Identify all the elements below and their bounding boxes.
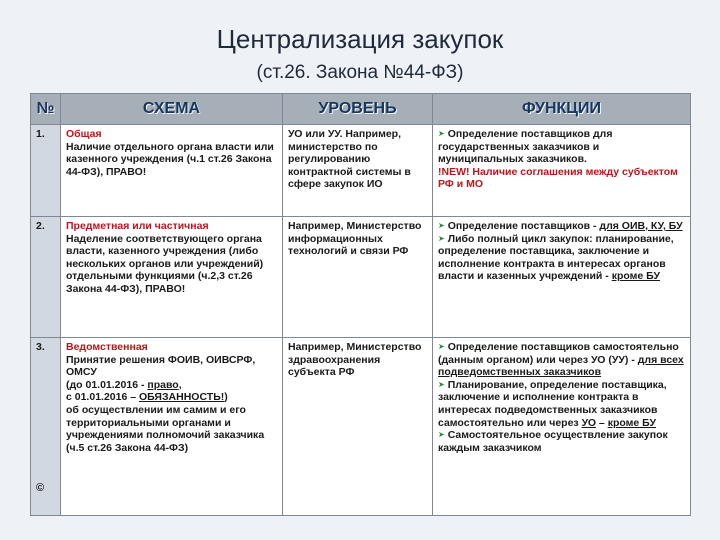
function-text: Либо полный цикл закупок: планирование, определение поставщика, заключение и исполнение контракта в интересах органов власти и казенных учреждений - <box>438 232 674 283</box>
arrow-bullet-icon: ➤ <box>438 233 445 243</box>
centralization-table <box>30 93 691 516</box>
level-cell: Например, Министерство здравоохранения субъекта РФ <box>283 338 433 516</box>
row-number: 3. <box>36 341 45 353</box>
functions-cell <box>433 217 691 338</box>
header-level: УРОВЕНЬ <box>283 94 433 125</box>
header-number: № <box>31 94 61 125</box>
scheme-text: Наличие отдельного органа власти или казенного учреждения (ч.1 ст.26 Закона 44-ФЗ), ПРАВО! <box>66 140 274 178</box>
page-subtitle: (ст.26. Закона №44-ФЗ) <box>256 62 464 83</box>
function-underlined: УО <box>581 416 596 429</box>
arrow-bullet-icon: ➤ <box>438 430 445 440</box>
function-underlined: кроме БУ <box>607 416 656 429</box>
scheme-underlined: ОБЯЗАННОСТЬ! <box>138 391 225 404</box>
copyright-mark: © <box>36 481 45 494</box>
table-row <box>31 338 691 516</box>
scheme-cell <box>61 125 283 217</box>
header-functions: ФУНКЦИИ <box>433 94 691 125</box>
function-text: Планирование, определение поставщика, заключение и исполнение контракта в интересах подведомственных заказчиков самостоятельно или через <box>438 378 667 429</box>
table-header-row <box>31 94 691 125</box>
table-row <box>31 125 691 217</box>
scheme-title: Общая <box>66 128 102 140</box>
function-text: Определение поставщиков - <box>447 220 600 232</box>
function-text: Самостоятельное осуществление закупок каждым заказчиком <box>438 429 668 454</box>
functions-cell <box>433 125 691 217</box>
scheme-title: Предметная или частичная <box>66 220 209 232</box>
function-text: – <box>596 416 608 429</box>
scheme-cell <box>61 217 283 338</box>
level-cell: Например, Министерство информационных технологий и связи РФ <box>283 217 433 338</box>
arrow-bullet-icon: ➤ <box>438 129 445 138</box>
function-note: !NEW! Наличие соглашения между субъектом РФ и МО <box>438 165 678 191</box>
scheme-text: ) <box>224 391 228 404</box>
page-title: Централизация закупок <box>216 24 504 54</box>
header-scheme: СХЕМА <box>61 94 283 125</box>
functions-cell <box>433 338 691 516</box>
scheme-text: об осуществлении им самим и его территориальными органами и учреждениями полномочий заказчика (ч.5 ст.26 Закона 44-ФЗ) <box>66 403 265 454</box>
function-underlined: для ОИВ, КУ, БУ <box>599 220 683 232</box>
scheme-underlined: право <box>147 378 179 391</box>
scheme-text: Наделение соответствующего органа власти, казенного учреждения (либо нескольких органов или учреждений) отдельными функциями (ч.2,3 ст.26 Закона 44-ФЗ), ПРАВО! <box>66 232 264 295</box>
arrow-bullet-icon: ➤ <box>438 342 445 351</box>
function-underlined: кроме БУ <box>611 270 660 283</box>
scheme-text: , <box>178 378 182 391</box>
scheme-text: Принятие решения ФОИВ, ОИВСРФ, ОМСУ <box>66 353 256 379</box>
row-number: 2. <box>31 217 61 338</box>
scheme-text: с 01.01.2016 – <box>66 391 139 404</box>
function-underlined: для всех подведомственных заказчиков <box>438 353 684 379</box>
arrow-bullet-icon: ➤ <box>438 379 445 389</box>
function-text: Определение поставщиков для государственных заказчиков и муниципальных заказчиков. <box>438 128 613 166</box>
row-number: 1. <box>31 125 61 217</box>
table-row <box>31 217 691 338</box>
function-text: Определение поставщиков самостоятельно (данным органом) или через УО (УУ) - <box>438 341 679 366</box>
scheme-title: Ведомственная <box>66 341 148 353</box>
scheme-text: (до 01.01.2016 - <box>66 378 148 391</box>
scheme-cell <box>61 338 283 516</box>
level-cell: УО или УУ. Например, министерство по регулированию контрактной системы в сфере закупок ИО <box>283 125 433 217</box>
row-number-cell <box>31 338 61 516</box>
arrow-bullet-icon: ➤ <box>438 221 445 230</box>
